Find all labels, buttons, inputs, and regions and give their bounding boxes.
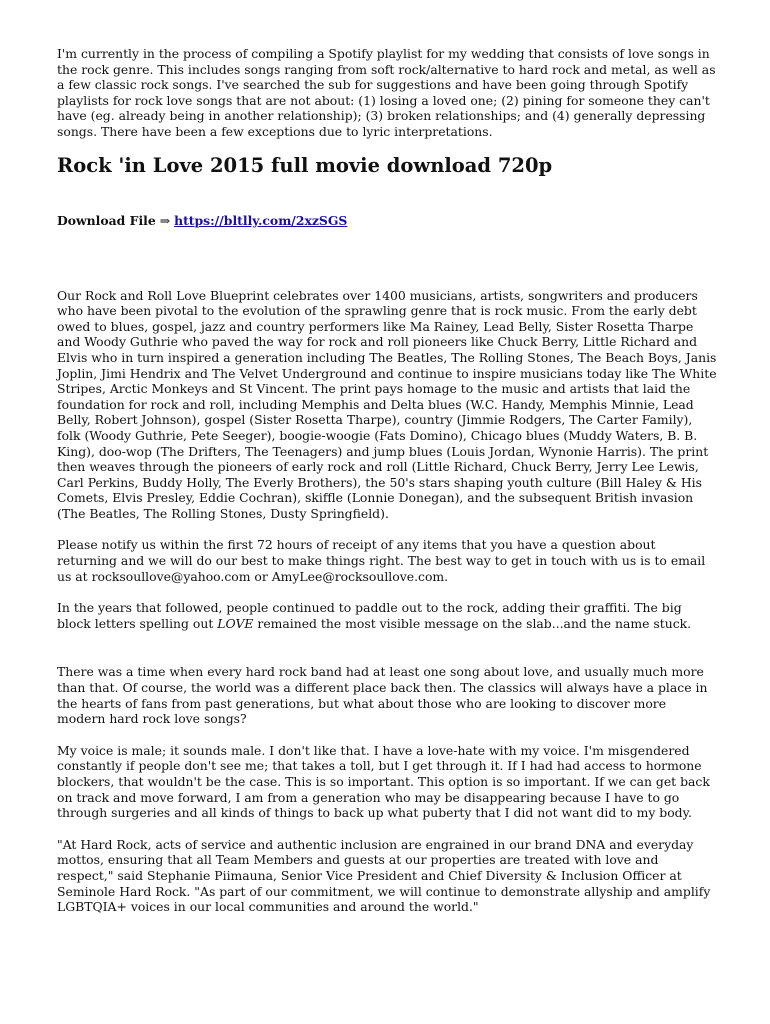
download-line	[57, 213, 717, 228]
graffiti-text-end: remained the most visible message on the slab...and the name stuck.	[253, 615, 692, 631]
arrow-icon: ⇒	[159, 212, 171, 228]
blueprint-paragraph: Our Rock and Roll Love Blueprint celebrates over 1400 musicians, artists, songwriters and producers who have been pivotal to the evolution of the sprawling genre that is rock music. From the early debt owed to blues, gospel, jazz and country performers like Ma Rainey, Lead Belly, Sister Rosetta Tharpe and Woody Guthrie who paved the way for rock and roll pioneers like Chuck Berry, Little Richard and Elvis who in turn inspired a generation including The Beatles, The Rolling Stones, The Beach Boys, Janis Joplin, Jimi Hendrix and The Velvet Underground and continue to inspire musicians today like The White Stripes, Arctic Monkeys and St Vincent. The print pays homage to the music and artists that laid the foundation for rock and roll, including Memphis and Delta blues (W.C. Handy, Memphis Minnie, Lead Belly, Robert Johnson), gospel (Sister Rosetta Tharpe), country (Jimmie Rodgers, The Carter Family), folk (Woody Guthrie, Pete Seeger), boogie-woogie (Fats Domino), Chicago blues (Muddy Waters, B. B. King), doo-wop (The Drifters, The Teenagers) and jump blues (Louis Jordan, Wynonie Harris). The print then weaves through the pioneers of early rock and roll (Little Richard, Chuck Berry, Jerry Lee Lewis, Carl Perkins, Buddy Holly, The Everly Brothers), the 50's stars shaping youth culture (Bill Haley & His Comets, Elvis Presley, Eddie Cochran), skiffle (Lonnie Donegan), and the subsequent British invasion (The Beatles, The Rolling Stones, Dusty Springfield).	[57, 287, 717, 521]
graffiti-text-start: In the years that followed, people continued to paddle out to the rock, adding their graffiti. The big block letters spelling out	[57, 600, 682, 631]
download-link[interactable]: https://bltlly.com/2xzSGS	[174, 212, 348, 228]
voice-paragraph: My voice is male; it sounds male. I don't like that. I have a love-hate with my voice. I'm misgendered constantly if people don't see me; that takes a toll, but I get through it. If I had had access to hormone blockers, that wouldn't be the case. This is so important. This option is so important. If we can get back on track and move forward, I am from a generation who may be disappearing because I have to go through surgeries and all kinds of things to back up what puberty that I did not want did to my body.	[57, 742, 710, 821]
page-title: Rock 'in Love 2015 full movie download 720p	[57, 153, 553, 177]
document-page	[57, 46, 717, 915]
graffiti-paragraph	[57, 600, 717, 631]
download-label: Download File	[57, 212, 156, 228]
hard-rock-paragraph: There was a time when every hard rock band had at least one song about love, and usually much more than that. Of course, the world was a different place back then. The classics will always have a place in the hearts of fans from past generations, but what about those who are looking to discover more modern hard rock love songs?	[57, 664, 708, 727]
quote-paragraph: "At Hard Rock, acts of service and authentic inclusion are engrained in our brand DNA and everyday mottos, ensuring that all Team Members and guests at our properties are treated with love and respect," said Stephanie Piimauna, Senior Vice President and Chief Diversity & Inclusion Officer at Seminole Hard Rock. "As part of our commitment, we will continue to demonstrate allyship and amplify LGBTQIA+ voices in our local communities and around the world."	[57, 836, 711, 915]
intro-paragraph: I'm currently in the process of compiling a Spotify playlist for my wedding that consists of love songs in the rock genre. This includes songs ranging from soft rock/alternative to hard rock and metal, as well as a few classic rock songs. I've searched the sub for suggestions and have been going through Spotify playlists for rock love songs that are not about: (1) losing a loved one; (2) pining for someone they can't have (eg. already being in another relationship); (3) broken relationships; and (4) generally depressing songs. There have been a few exceptions due to lyric interpretations.	[57, 46, 716, 139]
graffiti-emphasis: LOVE	[217, 615, 254, 631]
notify-paragraph: Please notify us within the first 72 hours of receipt of any items that you have a question about returning and we will do our best to make things right. The best way to get in touch with us is to email us at rocksoullove@yahoo.com or AmyLee@rocksoullove.com.	[57, 537, 706, 584]
